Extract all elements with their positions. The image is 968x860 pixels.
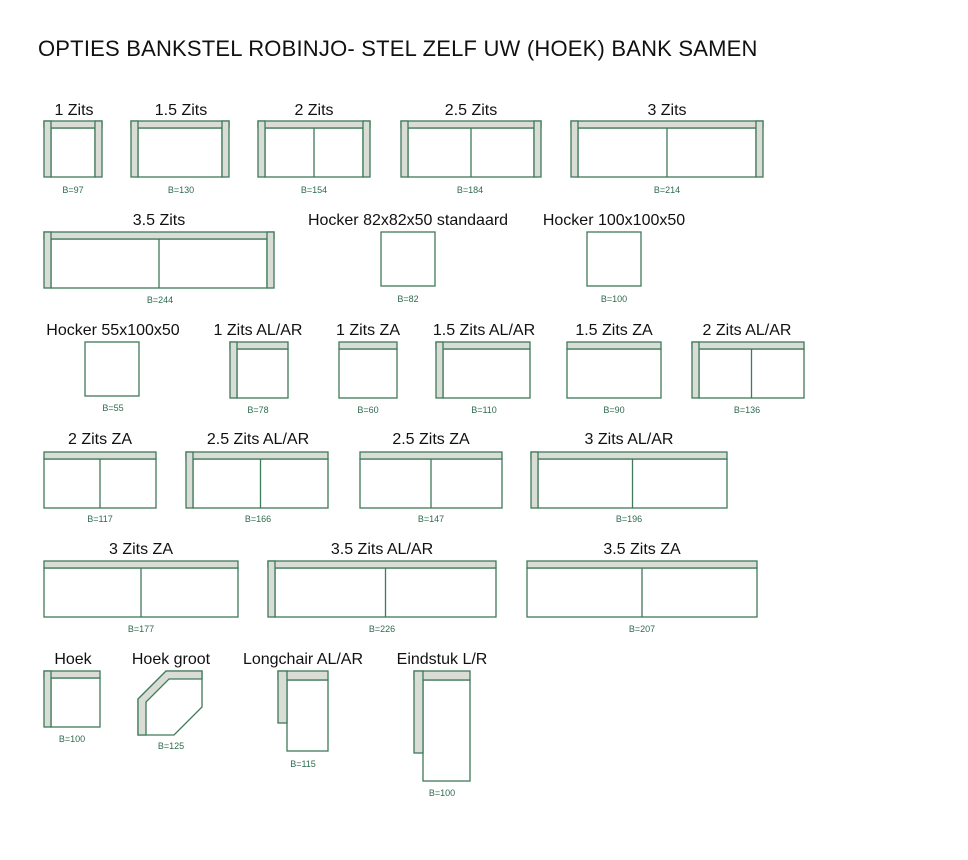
option-hoek <box>44 651 100 744</box>
option-label: Hocker 55x100x50 <box>46 322 180 339</box>
option-label: Hocker 100x100x50 <box>542 212 686 229</box>
sofa-module-drawing <box>381 232 435 286</box>
option-label: 2.5 Zits AL/AR <box>206 431 310 448</box>
sofa-module-drawing <box>360 452 502 508</box>
sofa-module-drawing <box>414 671 470 781</box>
option-width: B=100 <box>58 734 86 744</box>
option-width: B=78 <box>247 405 269 415</box>
sofa-module-drawing <box>527 561 757 617</box>
option-width: B=147 <box>417 514 445 524</box>
option-width: B=196 <box>615 514 643 524</box>
option-2-5-zits-al-ar <box>186 431 328 524</box>
option-label: 1.5 Zits AL/AR <box>432 322 536 339</box>
sofa-module-drawing <box>44 561 238 617</box>
option-width: B=117 <box>87 514 113 524</box>
option-1-5-zits-za <box>567 322 661 415</box>
option-label: Eindstuk L/R <box>396 651 488 668</box>
option-label: 3 Zits <box>647 102 687 119</box>
option-width: B=55 <box>102 403 124 413</box>
sofa-module-drawing <box>85 342 139 396</box>
option-width: B=166 <box>244 514 272 524</box>
option-1-5-zits <box>131 102 229 195</box>
option-3-5-zits-al-ar <box>268 541 496 634</box>
sofa-module-drawing <box>44 232 274 288</box>
sofa-module-drawing <box>138 671 202 735</box>
option-label: 2 Zits ZA <box>67 431 133 448</box>
option-label: 3.5 Zits ZA <box>603 541 681 558</box>
sofa-module-drawing <box>44 121 102 177</box>
option-2-zits-za <box>44 431 156 524</box>
option-label: 1 Zits ZA <box>335 322 401 339</box>
option-width: B=110 <box>471 405 497 415</box>
sofa-module-drawing <box>186 452 328 508</box>
option-label: Longchair AL/AR <box>242 651 364 668</box>
option-label: 2 Zits <box>294 102 334 119</box>
option-width: B=125 <box>157 741 185 751</box>
option-eindstuk-l-r <box>397 651 488 798</box>
option-width: B=115 <box>290 759 316 769</box>
option-2-zits <box>258 102 370 195</box>
sofa-module-drawing <box>278 671 328 751</box>
option-label: 3 Zits AL/AR <box>584 431 674 448</box>
sofa-module-drawing <box>44 671 100 727</box>
option-2-5-zits-za <box>360 431 502 524</box>
option-hocker-100x100x50 <box>543 212 685 304</box>
page-title: OPTIES BANKSTEL ROBINJO- STEL ZELF UW (HOEK) BANK SAMEN <box>38 36 758 61</box>
option-3-zits-al-ar <box>531 431 727 524</box>
option-width: B=100 <box>600 294 628 304</box>
option-width: B=136 <box>733 405 761 415</box>
option-3-zits-za <box>44 541 238 634</box>
option-label: 2.5 Zits <box>444 102 498 119</box>
option-label: Hocker 82x82x50 standaard <box>307 212 509 229</box>
option-label: 1 Zits <box>54 102 94 119</box>
sofa-module-drawing <box>258 121 370 177</box>
option-3-5-zits <box>44 212 274 305</box>
option-1-zits-al-ar <box>214 322 303 415</box>
option-label: 2 Zits AL/AR <box>702 322 792 339</box>
option-width: B=226 <box>368 624 396 634</box>
option-width: B=82 <box>397 294 419 304</box>
option-width: B=60 <box>357 405 379 415</box>
sofa-module-drawing <box>571 121 763 177</box>
option-label: Hoek <box>54 651 92 668</box>
sofa-module-drawing <box>692 342 804 398</box>
sofa-module-drawing <box>131 121 229 177</box>
option-width: B=90 <box>603 405 625 415</box>
option-hocker-55x100x50 <box>46 322 180 413</box>
option-label: 1 Zits AL/AR <box>213 322 303 339</box>
option-2-zits-al-ar <box>692 322 804 415</box>
sofa-module-drawing <box>436 342 530 398</box>
option-1-5-zits-al-ar <box>433 322 535 415</box>
option-label: 1.5 Zits ZA <box>575 322 653 339</box>
option-width: B=97 <box>62 185 84 195</box>
option-width: B=214 <box>653 185 681 195</box>
option-width: B=207 <box>628 624 656 634</box>
option-1-zits <box>44 102 102 195</box>
option-longchair-al-ar <box>243 651 363 769</box>
option-hocker-82x82x50-standaard <box>308 212 508 304</box>
option-label: 1.5 Zits <box>154 102 208 119</box>
option-width: B=184 <box>456 185 484 195</box>
sofa-module-drawing <box>531 452 727 508</box>
sofa-module-drawing <box>587 232 641 286</box>
option-3-5-zits-za <box>527 541 757 634</box>
option-label: 3.5 Zits AL/AR <box>330 541 434 558</box>
option-width: B=154 <box>300 185 328 195</box>
option-label: 3 Zits ZA <box>108 541 174 558</box>
sofa-module-drawing <box>339 342 397 398</box>
option-label: 3.5 Zits <box>132 212 186 229</box>
sofa-module-drawing <box>44 452 156 508</box>
option-label: 2.5 Zits ZA <box>392 431 470 448</box>
option-width: B=244 <box>146 295 174 305</box>
option-width: B=177 <box>127 624 155 634</box>
sofa-module-drawing <box>567 342 661 398</box>
option-width: B=100 <box>428 788 456 798</box>
option-hoek-groot <box>132 651 211 751</box>
sofa-module-drawing <box>230 342 288 398</box>
option-width: B=130 <box>167 185 195 195</box>
sofa-module-drawing <box>268 561 496 617</box>
option-3-zits <box>571 102 763 195</box>
option-1-zits-za <box>336 322 400 415</box>
option-2-5-zits <box>401 102 541 195</box>
option-label: Hoek groot <box>131 651 211 668</box>
sofa-module-drawing <box>401 121 541 177</box>
